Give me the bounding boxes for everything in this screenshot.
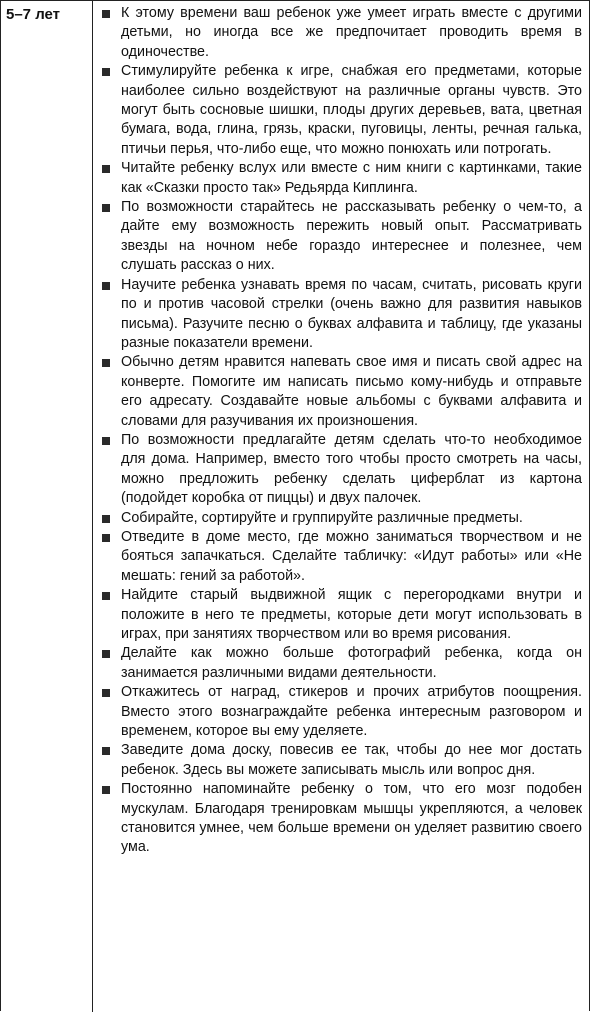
tip-text: Откажитесь от наград, стикеров и прочих атрибутов поощрения. Вместо этого вознаграждайте ребенка интересным разговором и временем, которое вы ему уделяете. bbox=[121, 684, 582, 740]
tip-item bbox=[102, 431, 582, 509]
tip-text: По возможности предлагайте детям сделать что-то необходимое для дома. Например, вместо того чтобы просто смотреть на часы, можно предложить ребенку сделать циферблат из картона (подойдет коробка от пиццы) и двух палочек. bbox=[121, 431, 582, 507]
square-bullet-icon bbox=[102, 534, 110, 542]
square-bullet-icon bbox=[102, 689, 110, 697]
tip-item bbox=[102, 780, 582, 858]
tip-item bbox=[102, 4, 582, 62]
tip-text: Заведите дома доску, повесив ее так, чтобы до нее мог достать ребенок. Здесь вы можете записывать мысль или вопрос дня. bbox=[121, 742, 582, 778]
tip-text: Собирайте, сортируйте и группируйте различные предметы. bbox=[121, 509, 523, 526]
tip-item bbox=[102, 683, 582, 741]
tip-item bbox=[102, 741, 582, 780]
square-bullet-icon bbox=[102, 650, 110, 658]
square-bullet-icon bbox=[102, 747, 110, 755]
tip-text: Стимулируйте ребенка к игре, снабжая его предметами, которые наиболее сильно воздействуют на различные органы чувств. Это могут быть сосновые шишки, плоды других деревьев, вата, цветная бумага, вода, глина, грязь, краски, пуговицы, ленты, речная галька, птичьи перья, что-либо еще, что можно понюхать или потрогать. bbox=[121, 63, 582, 157]
square-bullet-icon bbox=[102, 282, 110, 290]
tip-text: Найдите старый выдвижной ящик с перегородками внутри и положите в него те предметы, которые дети могут использовать в играх, при занятиях творчеством или во время рисования. bbox=[121, 587, 582, 642]
tip-item bbox=[102, 586, 582, 644]
tips-list bbox=[102, 4, 582, 858]
tip-item bbox=[102, 159, 582, 198]
tip-item bbox=[102, 62, 582, 159]
tip-item bbox=[102, 276, 582, 354]
square-bullet-icon bbox=[102, 10, 110, 18]
square-bullet-icon bbox=[102, 592, 110, 600]
square-bullet-icon bbox=[102, 165, 110, 173]
square-bullet-icon bbox=[102, 786, 110, 794]
square-bullet-icon bbox=[102, 68, 110, 76]
tip-item bbox=[102, 353, 582, 431]
tip-text: По возможности старайтесь не рассказывать ребенку о чем-то, а дайте ему возможность пережить новый опыт. Рассматривать звезды на ночном небе гораздо интереснее и полезнее, чем слушать рассказ о них. bbox=[121, 199, 582, 274]
tip-item bbox=[102, 509, 582, 528]
tip-text: Постоянно напоминайте ребенку о том, что его мозг подобен мускулам. Благодаря тренировкам мышцы укрепляются, а человек становится умнее, чем больше времени он уделяет развитию своего ума. bbox=[121, 781, 582, 856]
tip-item bbox=[102, 644, 582, 683]
square-bullet-icon bbox=[102, 437, 110, 445]
square-bullet-icon bbox=[102, 359, 110, 367]
age-group-label: 5–7 лет bbox=[6, 6, 61, 23]
tip-item bbox=[102, 198, 582, 276]
tip-item bbox=[102, 528, 582, 586]
column-divider bbox=[92, 0, 93, 1012]
square-bullet-icon bbox=[102, 204, 110, 212]
tip-text: Научите ребенка узнавать время по часам, считать, рисовать круги по и против часовой стрелки (очень важно для развития навыков письма). Разучите песню о буквах алфавита и таблицу, где указаны разные показатели времени. bbox=[121, 276, 582, 351]
tip-text: К этому времени ваш ребенок уже умеет играть вместе с другими детьми, но иногда все же предпочитает проводить время в одиночестве. bbox=[121, 5, 582, 60]
square-bullet-icon bbox=[102, 515, 110, 523]
tip-text: Делайте как можно больше фотографий ребенка, когда он занимается различными видами деятельности. bbox=[121, 645, 582, 681]
tip-text: Обычно детям нравится напевать свое имя и писать свой адрес на конверте. Помогите им написать письмо кому-нибудь и отправьте его адресату. Создавайте новые альбомы с буквами алфавита и словами для разучивания их произношения. bbox=[121, 354, 582, 429]
tip-text: Отведите в доме место, где можно заниматься творчеством и не бояться запачкаться. Сделайте табличку: «Идут работы» или «Не мешать: гений за работой». bbox=[121, 528, 582, 584]
tip-text: Читайте ребенку вслух или вместе с ним книги с картинками, такие как «Сказки просто так» Редьярда Киплинга. bbox=[121, 160, 582, 196]
